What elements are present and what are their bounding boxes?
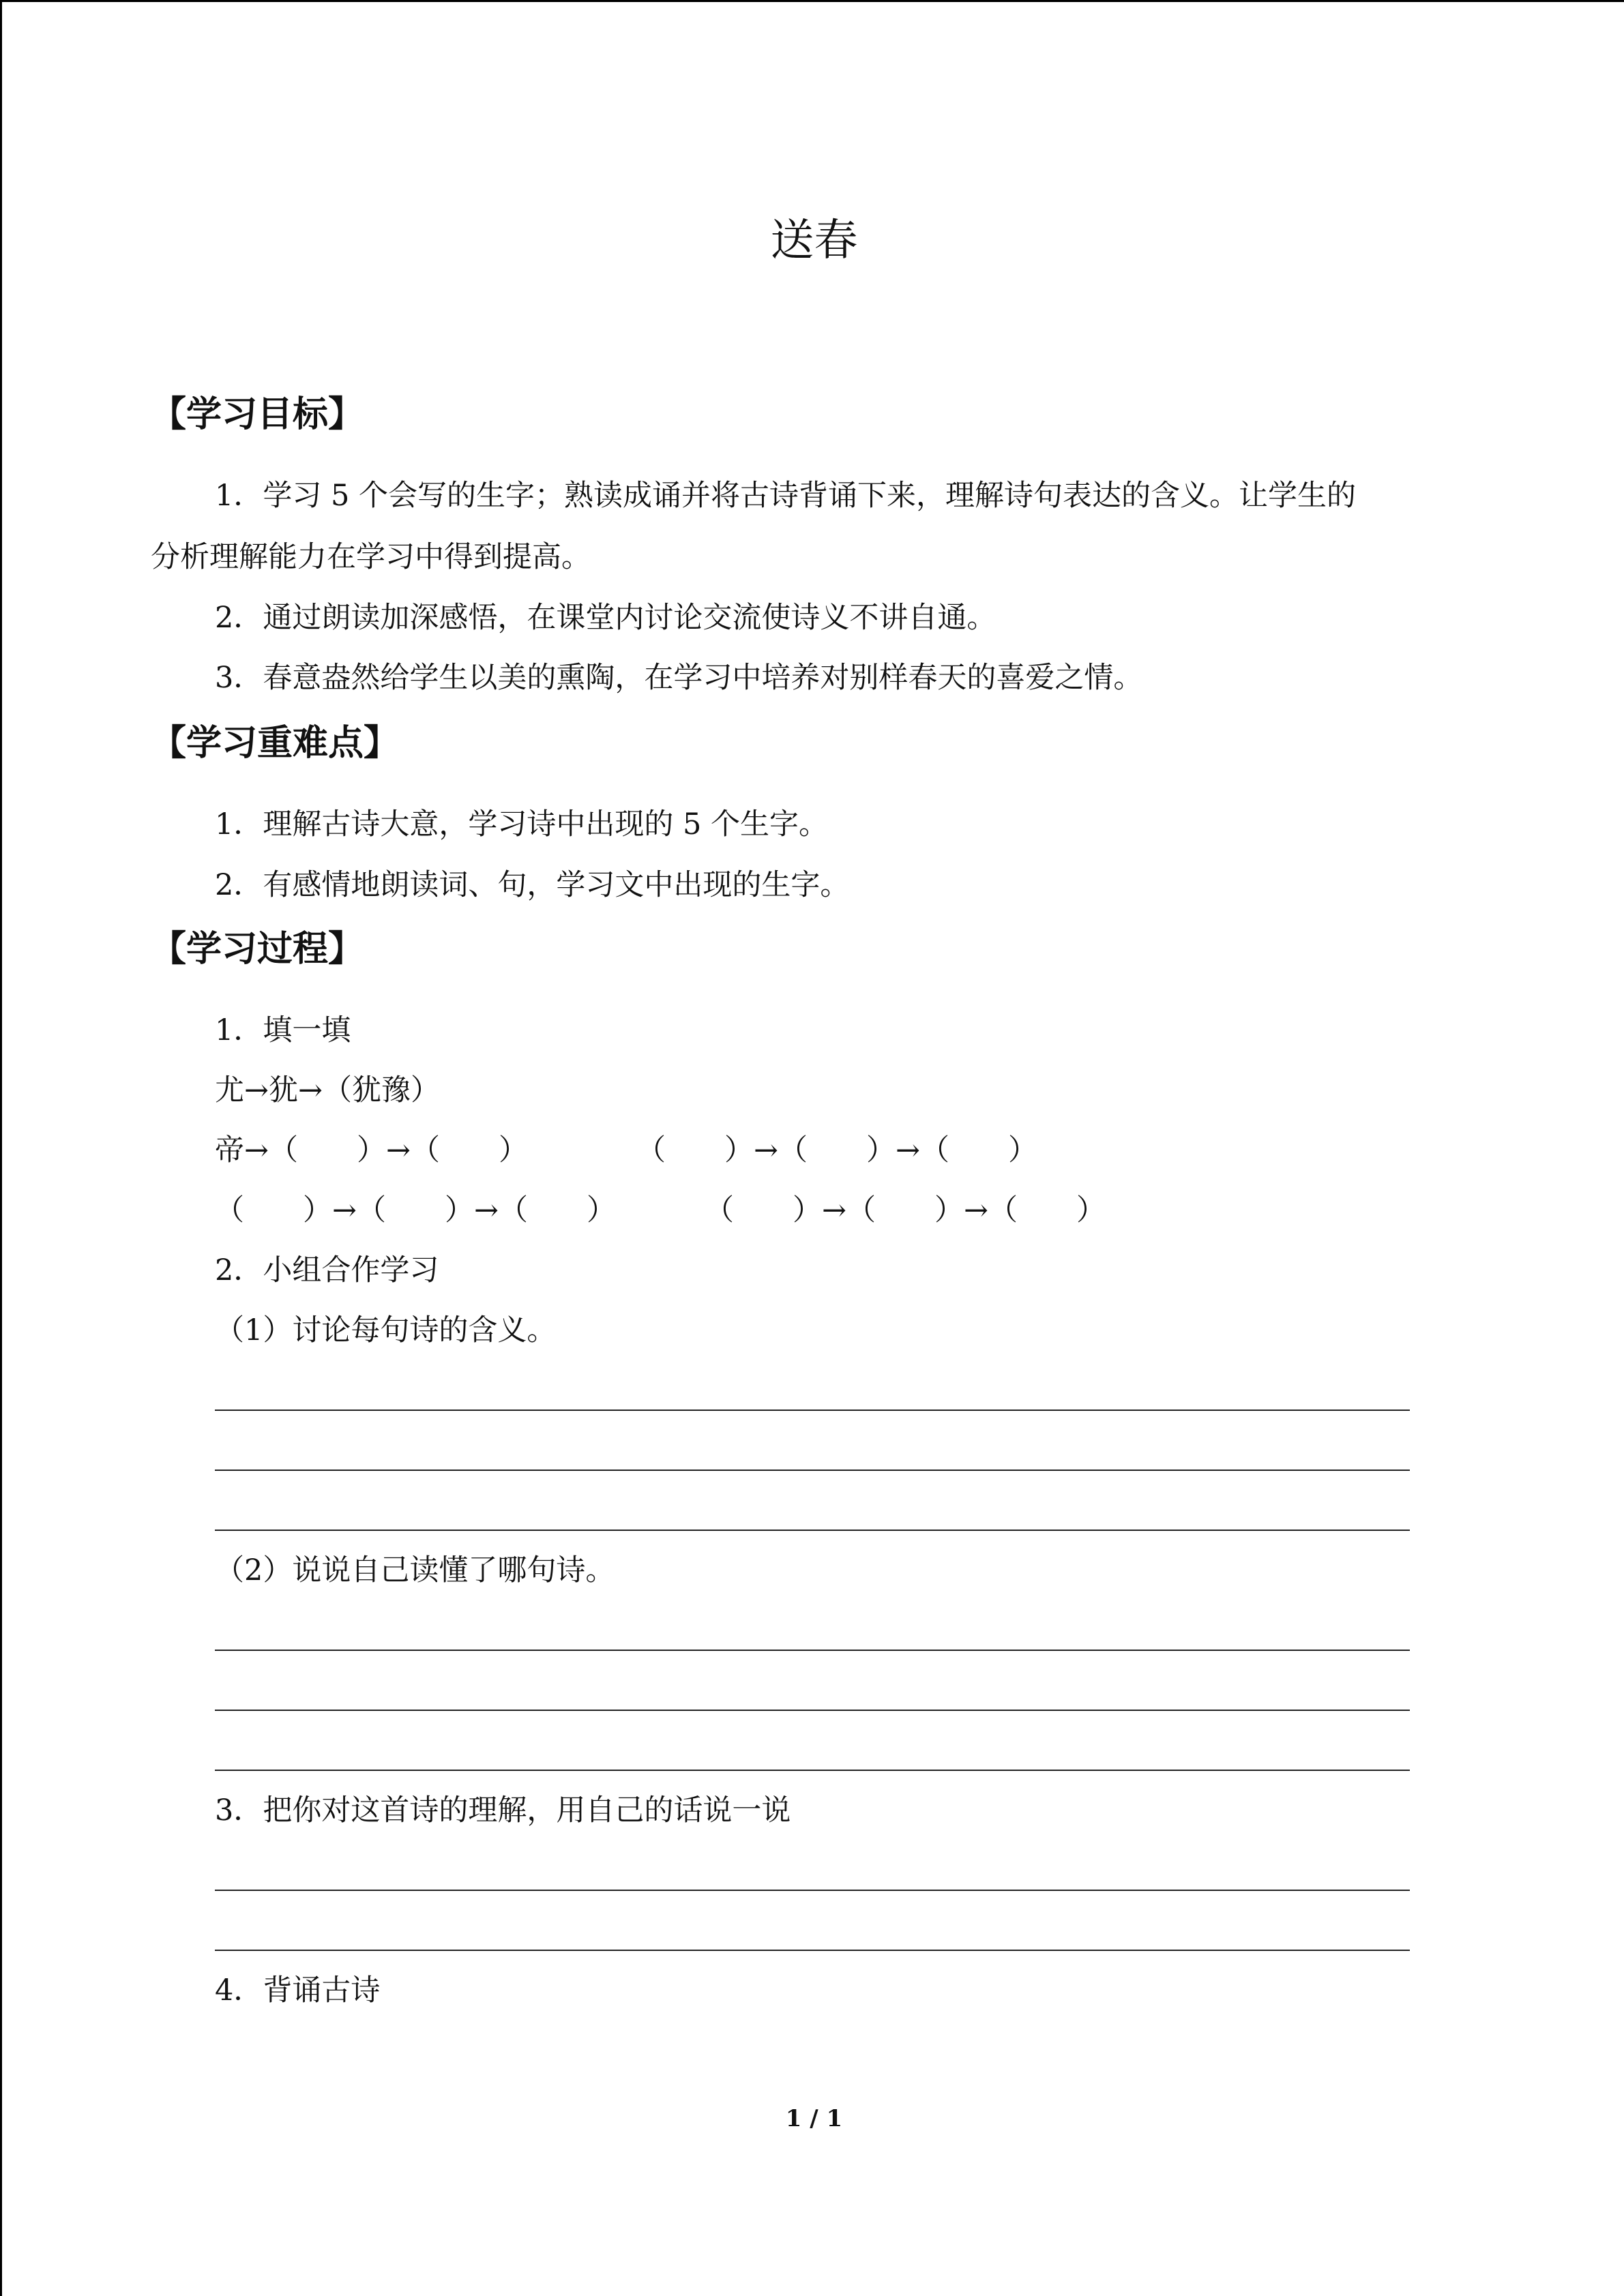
- answer-line[interactable]: [215, 1410, 1410, 1411]
- fill-in-row-2: [2, 1190, 1624, 1231]
- objective-1-line-1: 1．学习 5 个会写的生字；熟读成诵并将古诗背诵下来，理解诗句表达的含义。让学生的: [215, 479, 1357, 513]
- answer-line[interactable]: [215, 1950, 1410, 1951]
- answer-line[interactable]: [215, 1530, 1410, 1531]
- fill-in-row-1: [2, 1130, 1624, 1171]
- objective-3: 3．春意盎然给学生以美的熏陶，在学习中培养对别样春天的喜爱之情。: [215, 661, 1143, 695]
- answer-line[interactable]: [215, 1890, 1410, 1891]
- answer-line[interactable]: [215, 1650, 1410, 1651]
- answer-line[interactable]: [215, 1470, 1410, 1471]
- objective-1-line-2: 分析理解能力在学习中得到提高。: [151, 540, 591, 574]
- fill-in-row-1-right: （ ）→（ ）→（ ）: [636, 1133, 1038, 1167]
- key-points-heading: 【学习重难点】: [151, 722, 400, 764]
- question-1-title: 1．填一填: [215, 1013, 351, 1047]
- fill-in-row-2-right: （ ）→（ ）→（ ）: [705, 1193, 1106, 1227]
- process-heading: 【学习过程】: [151, 928, 364, 970]
- page-number: 1 / 1: [785, 2105, 843, 2132]
- question-1-example: 尤→犹→（犹豫）: [215, 1073, 441, 1107]
- page-title: 送春: [770, 215, 858, 266]
- fill-in-row-1-left: 帝→（ ）→（ ）: [215, 1133, 529, 1167]
- question-2-subquestion-1: （1）讨论每句诗的含义。: [215, 1313, 557, 1347]
- question-4-title: 4．背诵古诗: [215, 1973, 381, 2008]
- question-2-subquestion-2: （2）说说自己读懂了哪句诗。: [215, 1553, 615, 1587]
- objective-2: 2．通过朗读加深感悟，在课堂内讨论交流使诗义不讲自通。: [215, 601, 996, 635]
- question-3-title: 3．把你对这首诗的理解，用自己的话说一说: [215, 1793, 791, 1828]
- question-2-title: 2．小组合作学习: [215, 1253, 439, 1287]
- answer-line[interactable]: [215, 1710, 1410, 1711]
- key-point-1: 1．理解古诗大意，学习诗中出现的 5 个生字。: [215, 807, 829, 841]
- objectives-heading: 【学习目标】: [151, 393, 364, 435]
- fill-in-row-2-left: （ ）→（ ）→（ ）: [215, 1193, 617, 1227]
- key-point-2: 2．有感情地朗读词、句，学习文中出现的生字。: [215, 868, 850, 902]
- answer-line[interactable]: [215, 1770, 1410, 1771]
